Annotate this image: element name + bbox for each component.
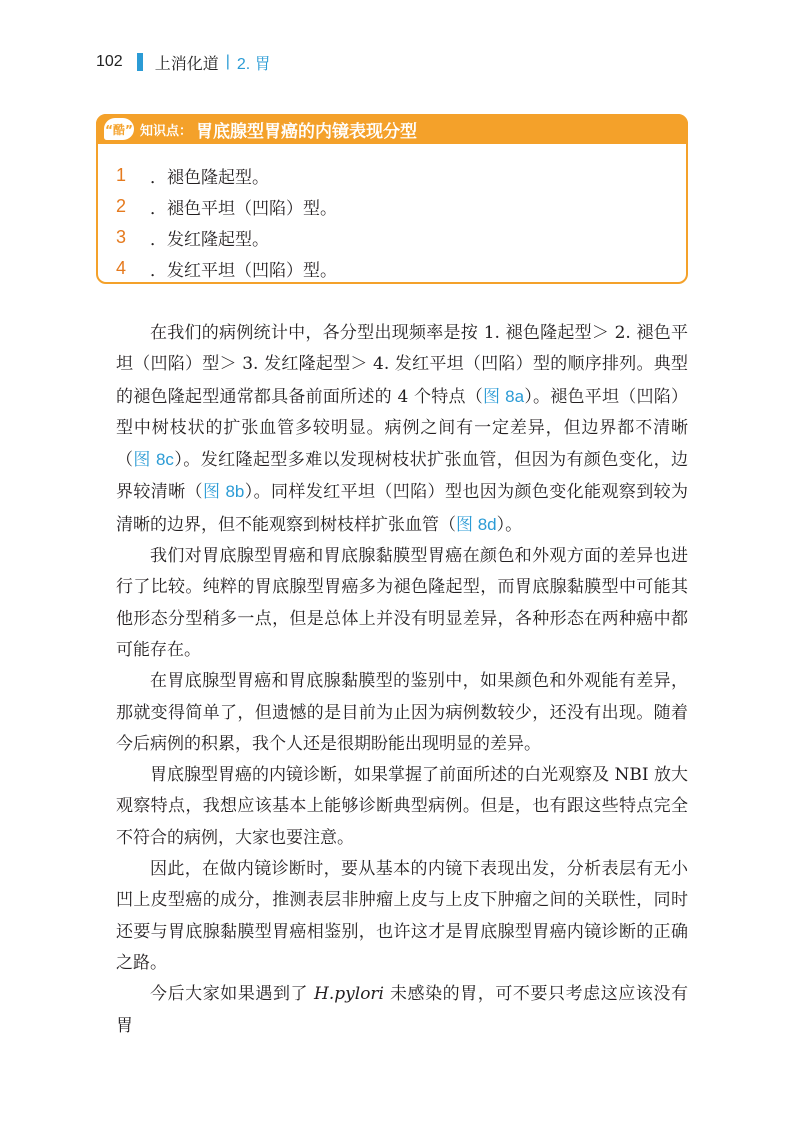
section-title: 2. 胃	[236, 55, 271, 73]
list-item	[116, 222, 337, 253]
paragraph-4: 胃底腺型胃癌的内镜诊断，如果掌握了前面所述的白光观察及 NBI 放大观察特点，我想应该基本上能够诊断典型病例。但是，也有跟这些特点完全不符合的病例，大家也要注意。	[116, 765, 688, 848]
p1-text-c: ）。发红隆起型多难以发现树枝状扩张血管，但因为有颜色变化，边界较清晰（	[116, 450, 688, 503]
figure-ref-8d[interactable]: 图 8d	[456, 514, 497, 534]
paragraph-3: 在胃底腺型胃癌和胃底腺黏膜型的鉴别中，如果颜色和外观能有差异，那就变得简单了，但遗憾的是目前为止因为病例数较少，还没有出现。随着今后病例的积累，我个人还是很期盼能出现明显的差异。	[116, 671, 688, 754]
figure-ref-8c[interactable]: 图 8c	[133, 450, 174, 470]
list-item	[116, 253, 337, 284]
list-item-text: ．发红隆起型。	[150, 230, 269, 250]
list-item-number: 1	[116, 165, 127, 185]
knowledge-title: 胃底腺型胃癌的内镜表现分型	[196, 121, 418, 142]
p6-text-a: 今后大家如果遇到了	[150, 984, 315, 1005]
list-item-text: ．褪色平坦（凹陷）型。	[150, 199, 337, 219]
page-number: 102	[96, 53, 123, 70]
paragraph-5: 因此，在做内镜诊断时，要从基本的内镜下表现出发，分析表层有无小凹上皮型癌的成分，推测表层非肿瘤上皮与上皮下肿瘤之间的关联性，同时还要与胃底腺黏膜型胃癌相鉴别，也许这才是胃底腺型胃癌内镜诊断的正确之路。	[116, 859, 688, 973]
list-item-number: 4	[116, 258, 127, 278]
p6-text-b: 未感染的胃，可不要只考虑这应该没有胃	[116, 984, 688, 1036]
cool-badge-icon	[104, 118, 134, 140]
chapter-title: 上消化道	[154, 55, 219, 73]
paragraph-2: 我们对胃底腺型胃癌和胃底腺黏膜型胃癌在颜色和外观方面的差异也进行了比较。纯粹的胃底腺型胃癌多为褪色隆起型，而胃底腺黏膜型中可能其他形态分型稍多一点，但是总体上并没有明显差异，各种形态在两种癌中都可能存在。	[116, 546, 688, 660]
list-item-text: ．发红平坦（凹陷）型。	[150, 261, 337, 281]
knowledge-box	[96, 114, 688, 284]
p1-text-b: ）。褪色平坦（凹陷）型中树枝状的扩张血管多较明显。病例之间有一定差异，但边界都不清晰（	[116, 386, 688, 471]
paragraph-6	[116, 979, 688, 1042]
knowledge-list	[116, 160, 337, 284]
list-item-text: ．褪色隆起型。	[150, 168, 269, 188]
p1-text-d: ）。同样发红平坦（凹陷）型也因为颜色变化能观察到较为清晰的边界，但不能观察到树枝样扩张血管（	[116, 482, 689, 535]
header-accent-bar	[137, 53, 143, 71]
list-item	[116, 160, 337, 191]
p1-text-e: ）。	[496, 514, 523, 535]
list-item	[116, 191, 337, 222]
knowledge-label: 知识点：	[140, 123, 193, 139]
list-item-number: 2	[116, 196, 127, 216]
p1-text-a: 在我们的病例统计中，各分型出现频率是按 1. 褪色隆起型＞ 2. 褪色平坦（凹陷）型＞ 3. 发红隆起型＞ 4. 发红平坦（凹陷）型的顺序排列。典型的褪色隆起型通常都具备前面所述的 4 个特点（	[116, 323, 688, 407]
paragraph-1	[116, 318, 688, 541]
knowledge-box-header	[96, 114, 688, 144]
list-item-number: 3	[116, 227, 127, 247]
running-header	[96, 50, 271, 74]
figure-ref-8b[interactable]: 图 8b	[202, 482, 245, 502]
header-separator: |	[225, 53, 230, 70]
body-text	[116, 318, 688, 1042]
badge-text: “酷”	[105, 122, 133, 137]
figure-ref-8a[interactable]: 图 8a	[482, 386, 525, 406]
h-pylori-term: H.pylori	[314, 984, 384, 1005]
